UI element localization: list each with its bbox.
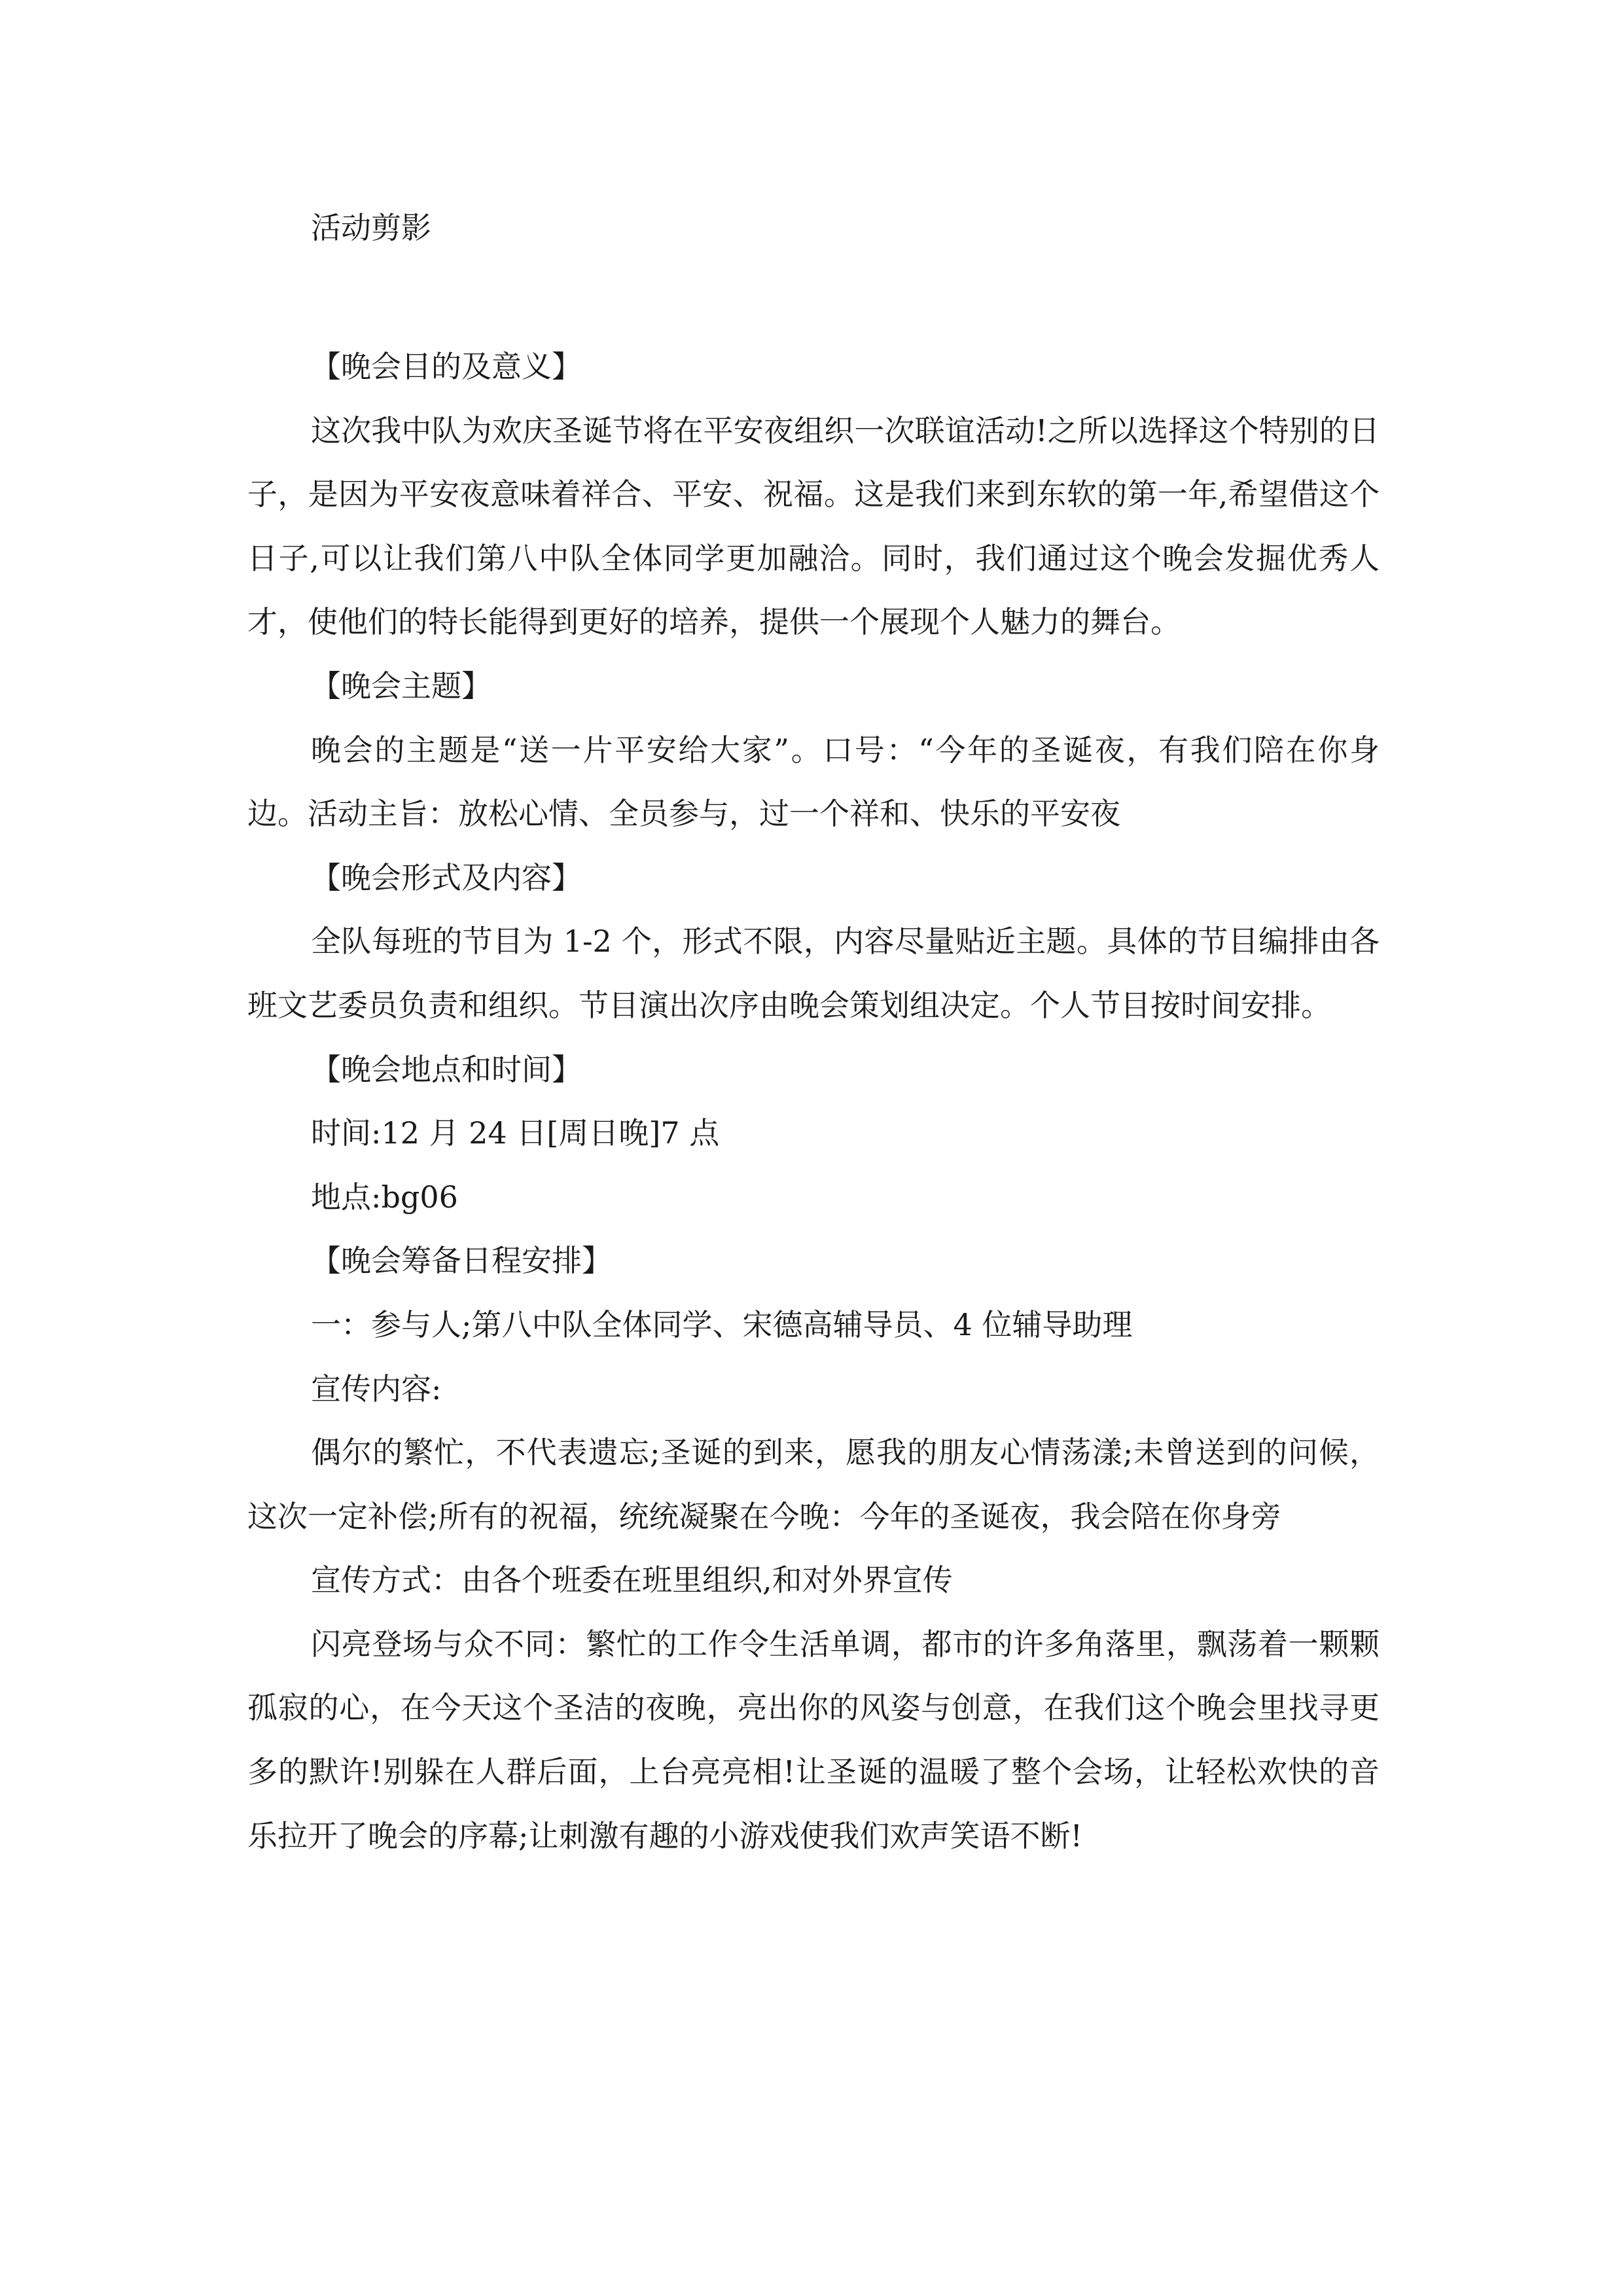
section-heading-purpose: 【晚会目的及意义】 [311,349,582,384]
paragraph-theme: 晚会的主题是“送一片平安给大家”。口号：“今年的圣诞夜，有我们陪在你身边。活动主旨：放松心情、全员参与，过一个祥和、快乐的平安夜 [247,732,1380,832]
section-heading-schedule: 【晚会筹备日程安排】 [311,1243,612,1279]
paragraph-promo-label: 宣传内容: [311,1371,442,1407]
paragraph-time: 时间:12 月 24 日[周日晚]7 点 [311,1115,720,1151]
paragraph-showcase: 闪亮登场与众不同：繁忙的工作令生活单调，都市的许多角落里，飘荡着一颗颗孤寂的心，在今天这个圣洁的夜晚，亮出你的风姿与创意，在我们这个晚会里找寻更多的默许!别躲在人群后面，上台亮亮相!让圣诞的温暖了整个会场，让轻松欢快的音乐拉开了晚会的序幕;让刺激有趣的小游戏使我们欢声笑语不断! [247,1626,1380,1854]
section-heading-venue-time: 【晚会地点和时间】 [311,1051,582,1087]
paragraph-participants: 一：参与人;第八中队全体同学、宋德高辅导员、4 位辅导助理 [311,1306,1133,1342]
paragraph-purpose: 这次我中队为欢庆圣诞节将在平安夜组织一次联谊活动!之所以选择这个特别的日子，是因为平安夜意味着祥合、平安、祝福。这是我们来到东软的第一年,希望借这个日子,可以让我们第八中队全体同学更加融洽。同时，我们通过这个晚会发掘优秀人才，使他们的特长能得到更好的培养，提供一个展现个人魅力的舞台。 [247,412,1380,640]
document-body [247,335,1380,1868]
paragraph-promo-method: 宣传方式：由各个班委在班里组织,和对外界宣传 [311,1562,953,1598]
paragraph-promo-content: 偶尔的繁忙，不代表遗忘;圣诞的到来，愿我的朋友心情荡漾;未曾送到的问候，这次一定补偿;所有的祝福，统统凝聚在今晚：今年的圣诞夜，我会陪在你身旁 [247,1435,1380,1534]
document-title: 活动剪影 [311,210,431,245]
paragraph-format: 全队每班的节目为 1-2 个，形式不限，内容尽量贴近主题。具体的节目编排由各班文艺委员负责和组织。节目演出次序由晚会策划组决定。个人节目按时间安排。 [247,924,1380,1023]
section-heading-theme: 【晚会主题】 [311,668,491,704]
section-heading-format: 【晚会形式及内容】 [311,859,582,895]
paragraph-venue: 地点:bg06 [311,1179,458,1215]
